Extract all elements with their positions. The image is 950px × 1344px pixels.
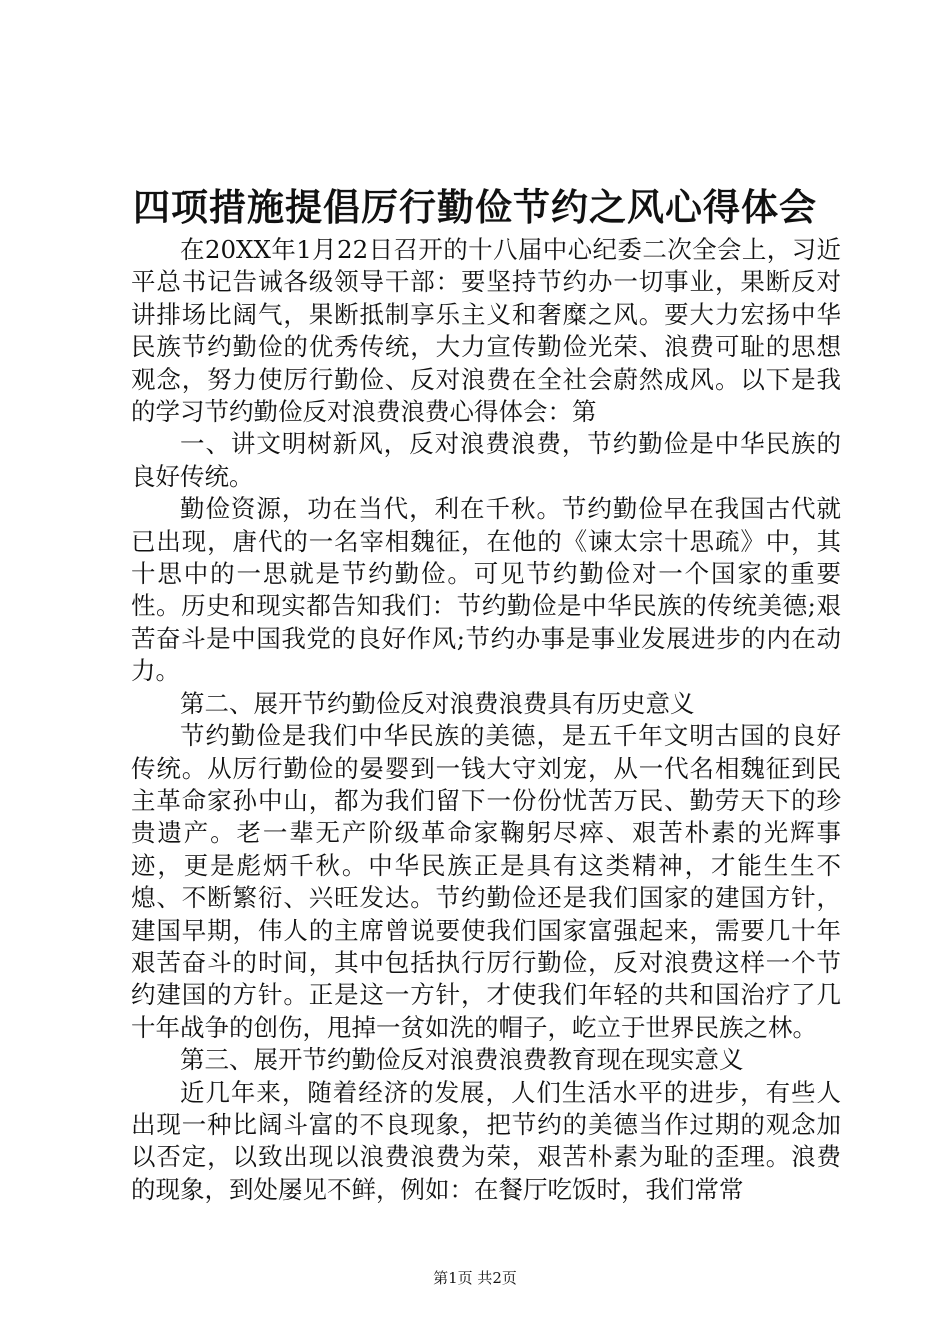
document-title: 四项措施提倡厉行勤俭节约之风心得体会 bbox=[133, 185, 817, 229]
paragraph: 节约勤俭是我们中华民族的美德，是五千年文明古国的良好传统。从厉行勤俭的晏婴到一钱大守刘宠，从一代名相魏征到民主革命家孙中山，都为我们留下一份份忧苦万民、勤劳天下的珍贵遗产。老一辈无产阶级革命家鞠躬尽瘁、艰苦朴素的光辉事迹，更是彪炳千秋。中华民族正是具有这类精神，才能生生不熄、不断繁衍、兴旺发达。节约勤俭还是我们国家的建国方针，建国早期，伟人的主席曾说要使我们国家富强起来，需要几十年艰苦奋斗的时间，其中包括执行厉行勤俭，反对浪费这样一个节约建国的方针。正是这一方针，才使我们年轻的共和国治疗了几十年战争的创伤，甩掉一贫如洗的帽子，屹立于世界民族之林。 bbox=[131, 721, 841, 1042]
section-heading: 第三、展开节约勤俭反对浪费浪费教育现在现实意义 bbox=[180, 1045, 744, 1075]
paragraph: 勤俭资源，功在当代，利在千秋。节约勤俭早在我国古代就已出现，唐代的一名宰相魏征，在他的《谏太宗十思疏》中，其十思中的一思就是节约勤俭。可见节约勤俭对一个国家的重要性。历史和现实都告知我们：节约勤俭是中华民族的传统美德;艰苦奋斗是中国我党的良好作风;节约办事是事业发展进步的内在动力。 bbox=[131, 494, 841, 686]
section-heading: 第二、展开节约勤俭反对浪费浪费具有历史意义 bbox=[180, 688, 695, 718]
paragraph: 近几年来，随着经济的发展，人们生活水平的进步，有些人出现一种比阔斗富的不良现象，把节约的美德当作过期的观念加以否定，以致出现以浪费浪费为荣，艰苦朴素为耻的歪理。浪费的现象，到处屡见不鲜，例如：在餐厅吃饭时，我们常常 bbox=[131, 1077, 841, 1204]
section-heading: 一、讲文明树新风，反对浪费浪费，节约勤俭是中华民族的良好传统。 bbox=[131, 429, 841, 491]
document-body bbox=[131, 234, 841, 1206]
page-footer: 第1页 共2页 bbox=[433, 1269, 517, 1287]
paragraph: 在20XX年1月22日召开的十八届中心纪委二次全会上，习近平总书记告诫各级领导干部：要坚持节约办一切事业，果断反对讲排场比阔气，果断抵制享乐主义和奢糜之风。要大力宏扬中华民族节约勤俭的优秀传统，大力宣传勤俭光荣、浪费可耻的思想观念，努力使厉行勤俭、反对浪费在全社会蔚然成风。以下是我的学习节约勤俭反对浪费浪费心得体会：第 bbox=[131, 235, 841, 427]
